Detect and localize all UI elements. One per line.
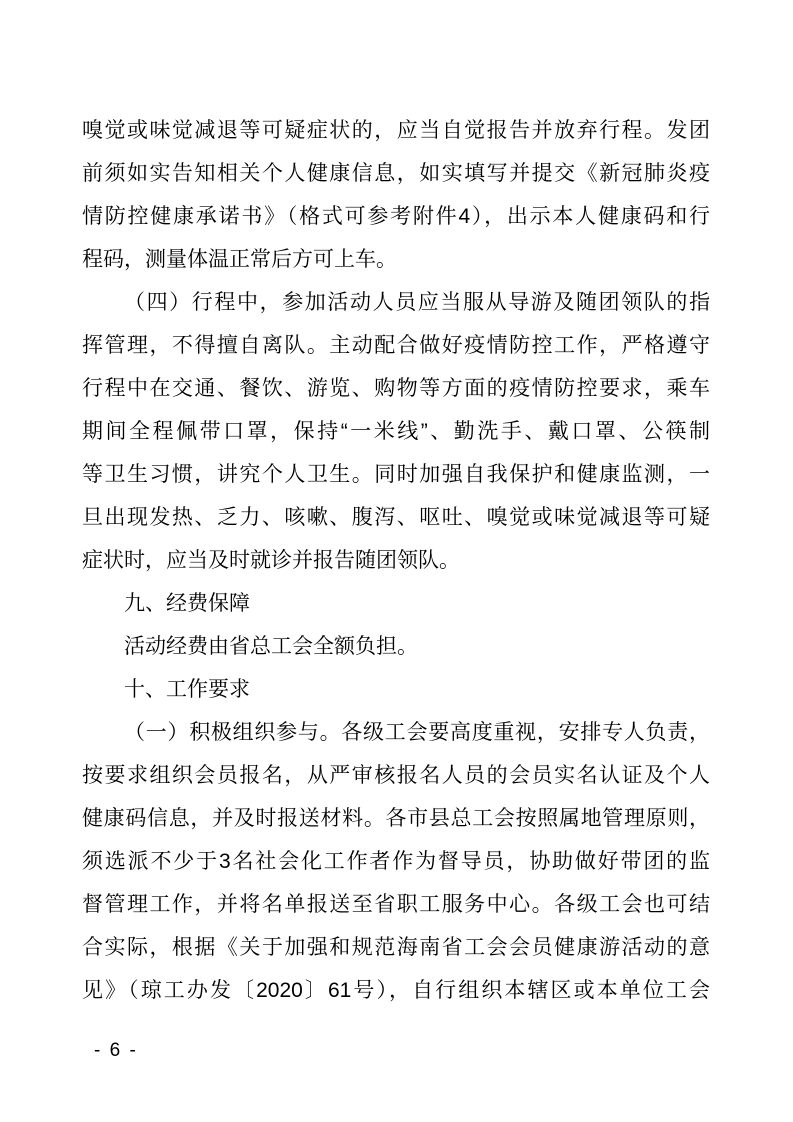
- section-heading-line: 十、工作要求: [124, 678, 250, 701]
- document-line: 督管理工作，并将名单报送至省职工服务中心。各级工会也可结: [82, 893, 710, 916]
- document-line: 须选派不少于3名社会化工作者作为督导员，协助做好带团的监: [82, 850, 710, 873]
- document-line: 症状时，应当及时就诊并报告随团领队。: [82, 549, 460, 572]
- document-line: （一）积极组织参与。各级工会要高度重视，安排专人负责，: [124, 721, 710, 744]
- document-line: 期间全程佩带口罩，保持“一米线”、勤洗手、戴口罩、公筷制: [82, 420, 710, 443]
- document-line: 等卫生习惯，讲究个人卫生。同时加强自我保护和健康监测，一: [82, 463, 710, 486]
- document-line: 活动经费由省总工会全额负担。: [124, 635, 418, 658]
- section-heading-line: 九、经费保障: [124, 592, 250, 615]
- document-body: [82, 109, 710, 1012]
- document-line: 行程中在交通、餐饮、游览、购物等方面的疫情防控要求，乘车: [82, 377, 710, 400]
- page-number: - 6 -: [94, 1040, 138, 1061]
- document-line: 嗅觉或味觉减退等可疑症状的，应当自觉报告并放弃行程。发团: [82, 119, 710, 142]
- document-line: （四）行程中，参加活动人员应当服从导游及随团领队的指: [124, 291, 710, 314]
- document-line: 见》（琼工办发〔2020〕61号），自行组织本辖区或本单位工会: [82, 979, 710, 1002]
- document-line: 按要求组织会员报名，从严审核报名人员的会员实名认证及个人: [82, 764, 710, 787]
- document-line: 合实际，根据《关于加强和规范海南省工会会员健康游活动的意: [82, 936, 710, 959]
- document-line: 前须如实告知相关个人健康信息，如实填写并提交《新冠肺炎疫: [82, 162, 710, 185]
- document-line: 旦出现发热、乏力、咳嗽、腹泻、呕吐、嗅觉或味觉减退等可疑: [82, 506, 710, 529]
- document-line: 程码，测量体温正常后方可上车。: [82, 248, 397, 271]
- document-line: 情防控健康承诺书》（格式可参考附件4），出示本人健康码和行: [82, 205, 710, 228]
- document-line: 健康码信息，并及时报送材料。各市县总工会按照属地管理原则，: [82, 807, 710, 830]
- document-line: 挥管理，不得擅自离队。主动配合做好疫情防控工作，严格遵守: [82, 334, 710, 357]
